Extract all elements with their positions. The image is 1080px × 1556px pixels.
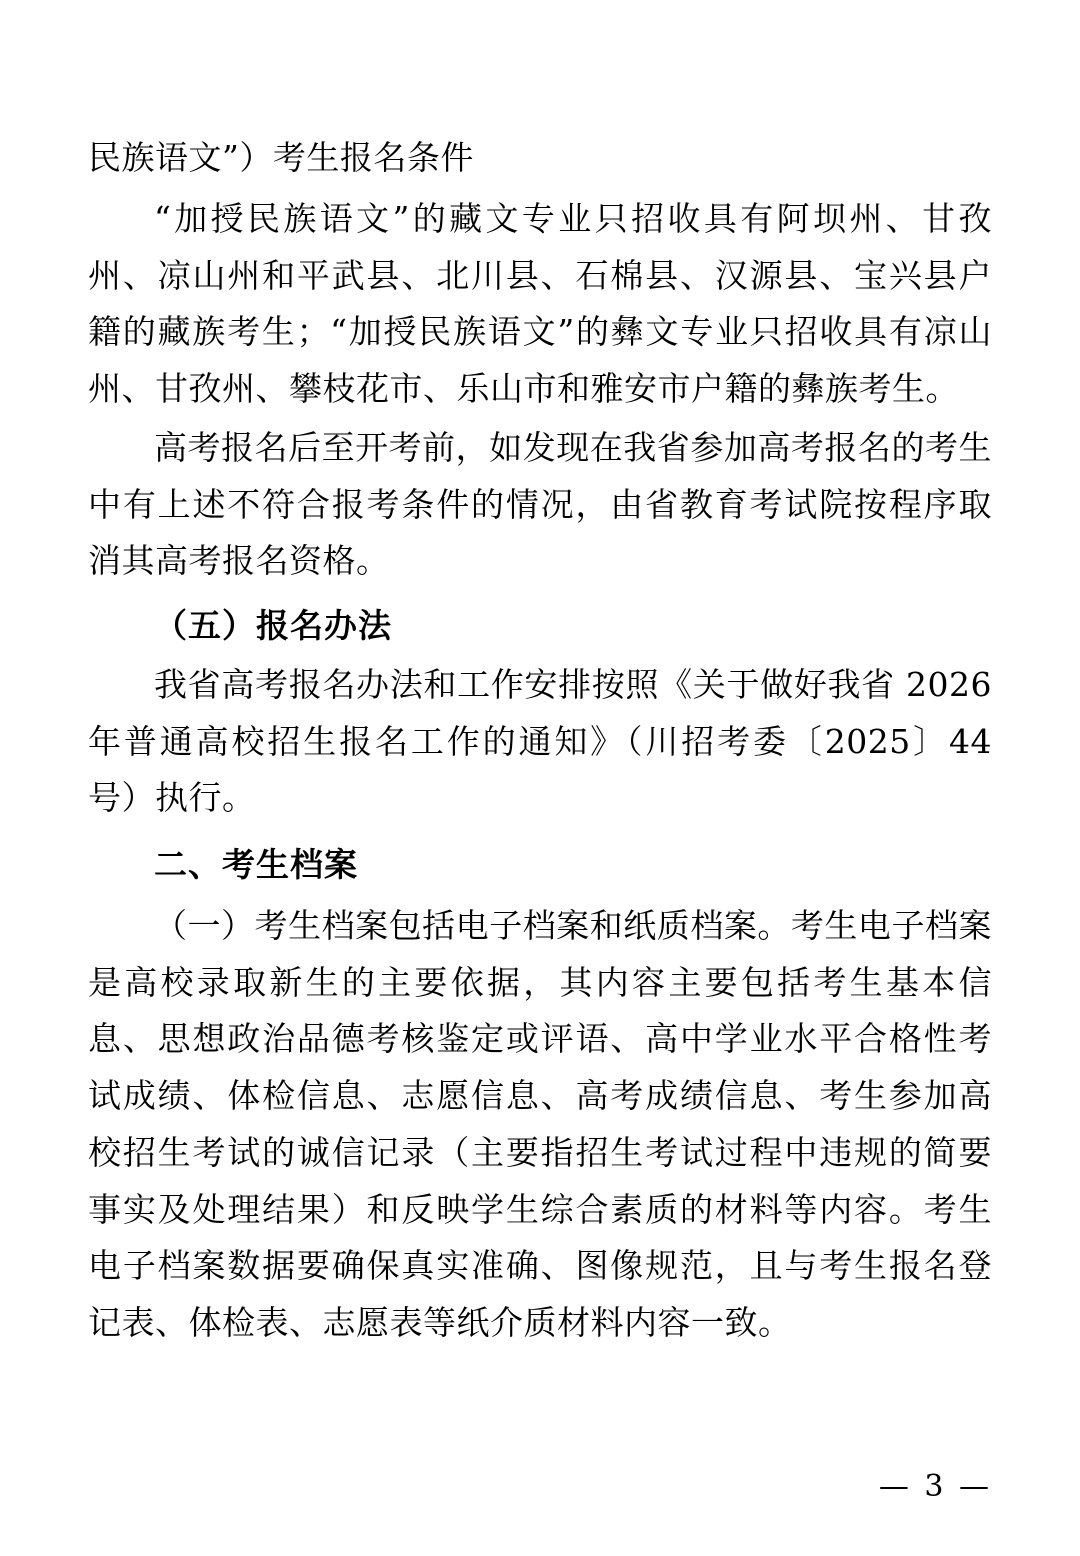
paragraph-electronic-and-paper-files: （一）考生档案包括电子档案和纸质档案。考生电子档案是高校录取新生的主要依据，其内容主要包括考生基本信息、思想政治品德考核鉴定或评语、高中学业水平合格性考试成绩、体检信息、志愿信息、高考成绩信息、考生参加高校招生考试的诚信记录（主要指招生考试过程中违规的简要事实及处理结果）和反映学生综合素质的材料等内容。考生电子档案数据要确保真实准确、图像规范，且与考生报名登记表、体检表、志愿表等纸介质材料内容一致。 (88, 905, 992, 1342)
paragraph-section-title-continuation: 民族语文”）考生报名条件 (88, 138, 474, 177)
heading-candidate-files: 二、考生档案 (154, 845, 358, 884)
paragraph-registration-notice-reference: 我省高考报名办法和工作安排按照《关于做好我省 2026 年普通高校招生报名工作的通知》（川招考委〔2025〕44 号）执行。 (88, 664, 992, 818)
subheading-registration-method: （五）报名办法 (154, 606, 392, 645)
page-number: — 3 — (878, 1469, 992, 1504)
paragraph-minority-language-eligibility: “加授民族语文”的藏文专业只招收具有阿坝州、甘孜州、凉山州和平武县、北川县、石棉县、汉源县、宝兴县户籍的藏族考生；“加授民族语文”的彝文专业只招收具有凉山州、甘孜州、攀枝花市、乐山市和雅安市户籍的彝族考生。 (88, 198, 992, 408)
document-body (88, 130, 992, 1352)
paragraph-registration-disqualification: 高考报名后至开考前，如发现在我省参加高考报名的考生中有上述不符合报考条件的情况，由省教育考试院按程序取消其高考报名资格。 (88, 427, 992, 581)
